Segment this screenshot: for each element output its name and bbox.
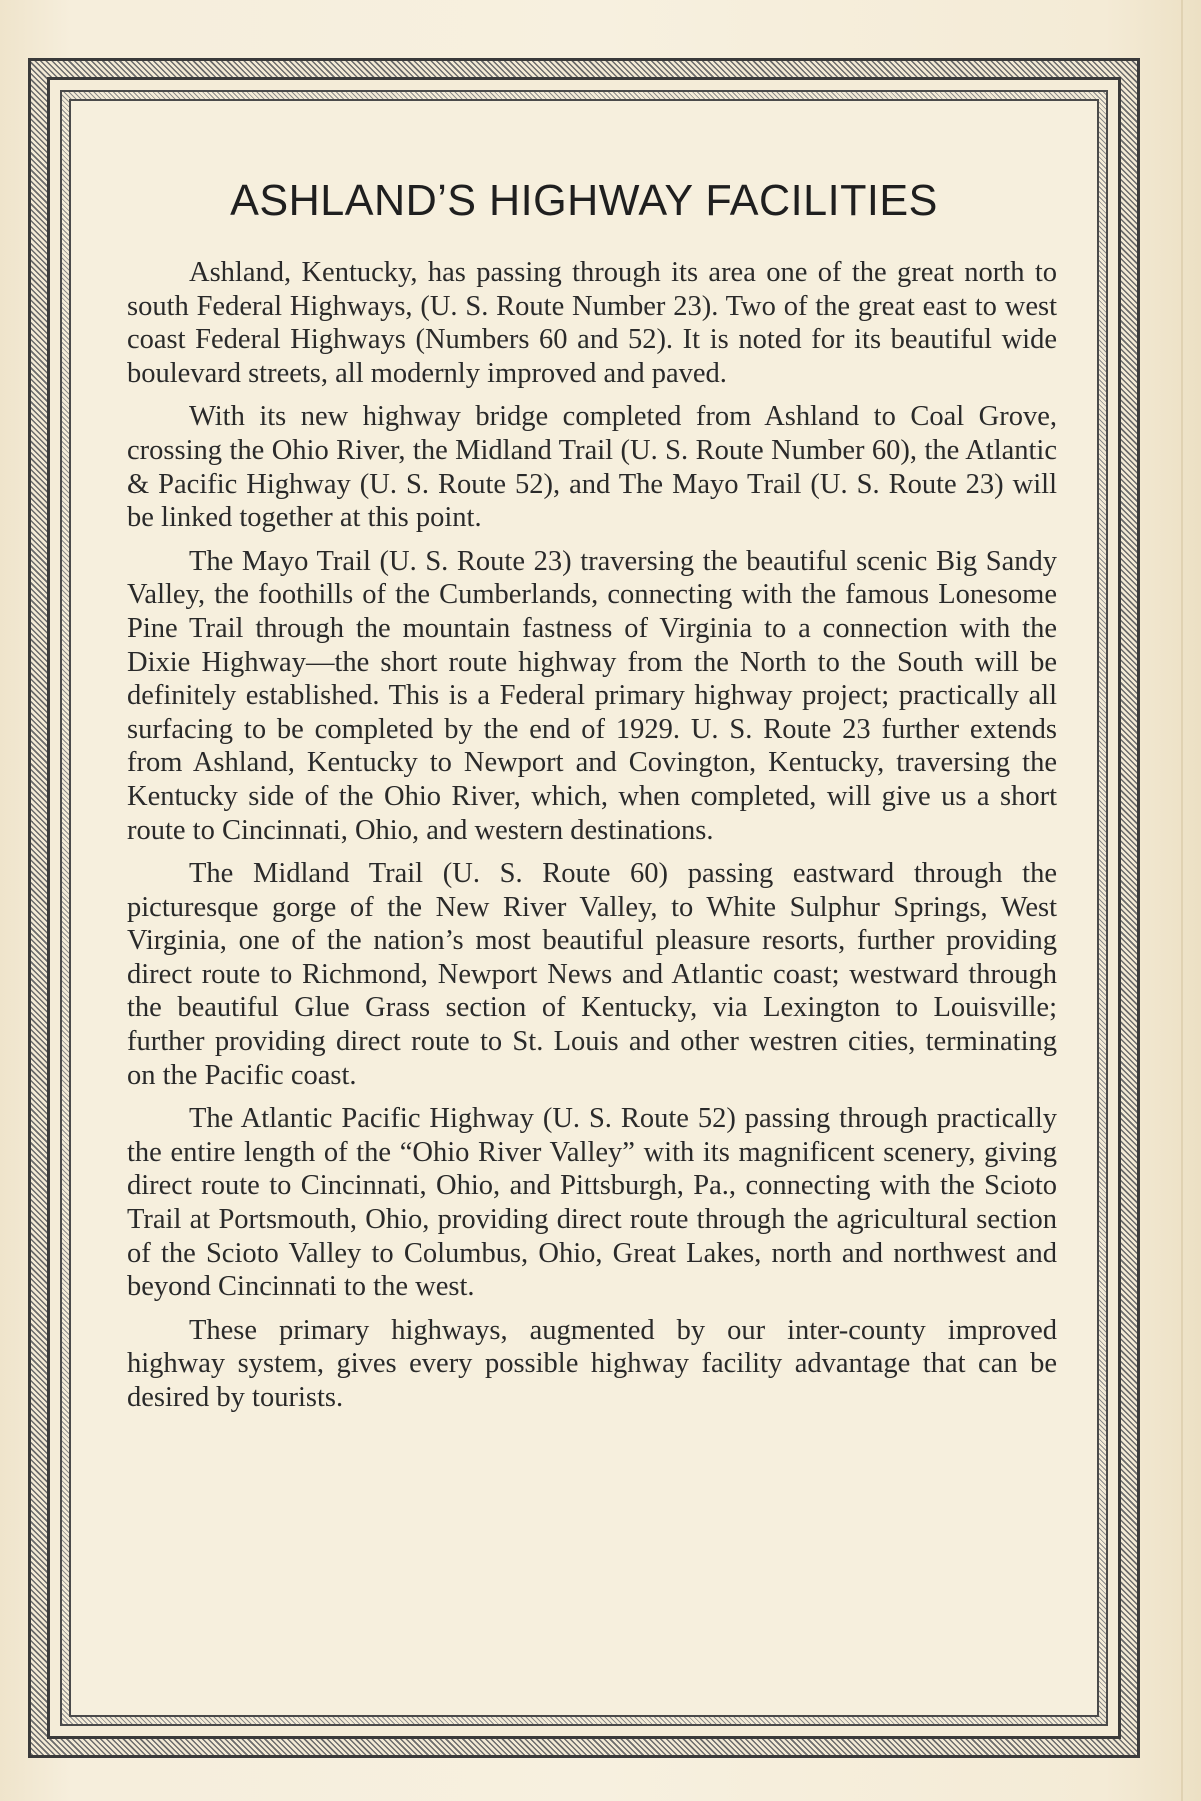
- content-panel: [69, 99, 1099, 1717]
- decorative-border-inner: [60, 90, 1108, 1726]
- page-title: ASHLAND’S HIGHWAY FACILITIES: [230, 176, 938, 225]
- paragraph-intro: Ashland, Kentucky, has passing through its area one of the great north to south Federal Highways, (U. S. Route Number 23). Two of the great east to west coast Federal Highways (Numbers 60 and 52). It is noted for its beautiful wide boulevard streets, all modernly improved and paved.: [127, 257, 1057, 389]
- paragraph-conclusion: These primary highways, augmented by our inter-county improved highway system, gives every possible highway facility advantage that can be desired by tourists.: [127, 1314, 1057, 1413]
- decorative-border-outer: [28, 58, 1140, 1758]
- paragraph-mayo-trail: The Mayo Trail (U. S. Route 23) traversing the beautiful scenic Big Sandy Valley, the foothills of the Cumberlands, connecting with the famous Lonesome Pine Trail through the mountain fastness of Virginia to a connection with the Dixie Highway—the short route highway from the North to the South will be definitely established. This is a Federal primary highway project; practically all surfacing to be completed by the end of 1929. U. S. Route 23 further extends from Ashland, Kentucky to Newport and Covington, Kentucky, traversing the Kentucky side of the Ohio River, which, when completed, will give us a short route to Cincinnati, Ohio, and western destinations.: [127, 545, 1057, 846]
- paragraph-atlantic-pacific: The Atlantic Pacific Highway (U. S. Route 52) passing through practically the entire length of the “Ohio River Valley” with its magnificent scenery, giving direct route to Cincinnati, Ohio, and Pittsburgh, Pa., connecting with the Scioto Trail at Portsmouth, Ohio, providing direct route through the agricultural section of the Scioto Valley to Columbus, Ohio, Great Lakes, north and northwest and beyond Cincinnati to the west.: [127, 1103, 1057, 1303]
- paragraph-midland-trail: The Midland Trail (U. S. Route 60) passing eastward through the picturesque gorge of the New River Valley, to White Sulphur Springs, West Virginia, one of the nation’s most beautiful pleasure resorts, further providing direct route to Richmond, Newport News and Atlantic coast; westward through the beautiful Glue Grass section of Kentucky, via Lexington to Louisville; further providing direct route to St. Louis and other westren cities, terminating on the Pacific coast.: [127, 858, 1057, 1091]
- body-text: [127, 256, 1057, 1425]
- decorative-border-gap: [47, 77, 1121, 1739]
- page-fold-shadow: [1181, 0, 1183, 1801]
- paragraph-bridge: With its new highway bridge completed from Ashland to Coal Grove, crossing the Ohio River, the Midland Trail (U. S. Route Number 60), the Atlantic & Pacific Highway (U. S. Route 52), and The Mayo Trail (U. S. Route 23) will be linked together at this point.: [127, 401, 1057, 534]
